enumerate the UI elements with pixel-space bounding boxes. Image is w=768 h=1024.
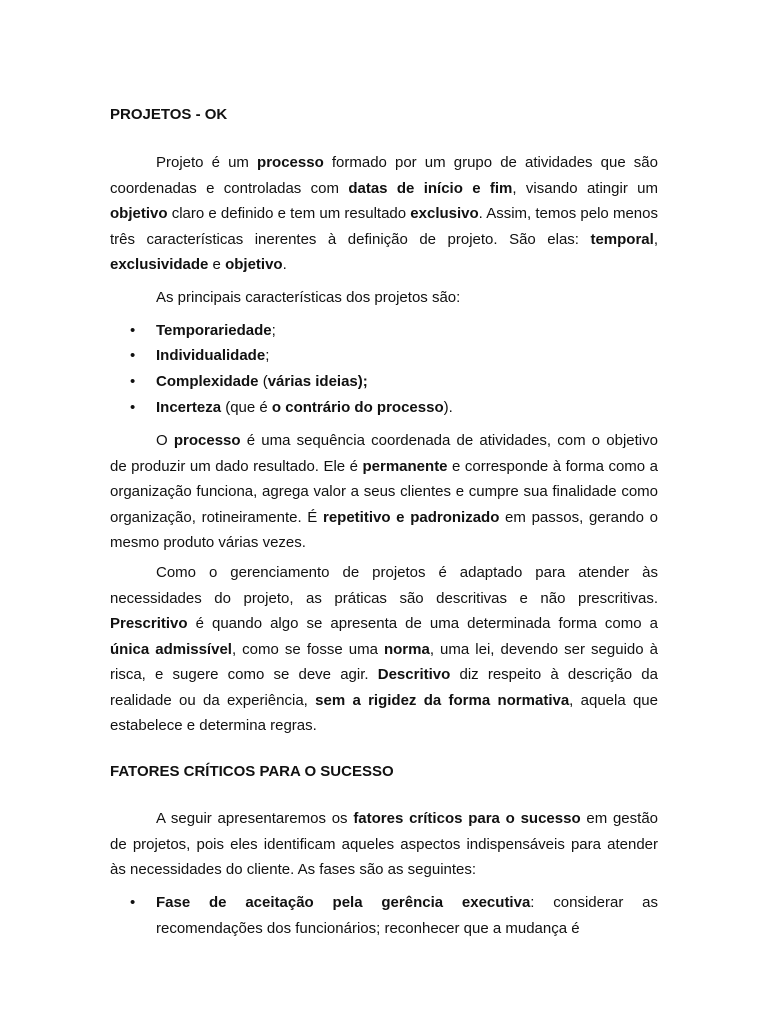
text-run: e corresponde à forma como a organização funciona, agrega valor a seus clientes e cumpre sua finalidade como organização, rotineiramente. É xyxy=(110,457,658,526)
bullet-icon: • xyxy=(130,347,136,364)
bold-text: norma xyxy=(383,640,430,658)
text-run: ). xyxy=(443,399,453,416)
bold-text: processo xyxy=(173,432,241,449)
list-item-text xyxy=(156,395,453,420)
bold-text: sem a rigidez da forma normativa xyxy=(315,691,570,709)
text-run: formado por um grupo de atividades que são coordenadas e controladas com xyxy=(110,154,658,197)
text-run: em gestão de projetos, pois eles identificam aqueles aspectos indispensáveis para atender às necessidades do cliente. As fases são as seguintes: xyxy=(110,810,658,878)
text-run: é quando algo se apresenta de uma determinada forma como a xyxy=(187,615,658,632)
list-item-text xyxy=(156,318,276,343)
text-run: , aquela que estabelece e determina regras. xyxy=(110,691,658,734)
list-item-text xyxy=(156,890,658,941)
text-run: O xyxy=(156,432,174,449)
bold-text: Incerteza xyxy=(156,399,222,416)
list-item-text xyxy=(156,369,368,394)
bold-text: Temporariedade xyxy=(156,322,272,339)
list-item xyxy=(110,395,658,420)
text-run: claro e definido e tem um resultado xyxy=(167,205,411,222)
text-run: . xyxy=(282,256,287,273)
text-run: Como o gerenciamento de projetos é adaptado para atender às necessidades do projeto, as práticas são descritivas e não prescritivas. xyxy=(110,564,658,607)
list-item-text xyxy=(156,343,269,368)
text-run: (que é xyxy=(221,399,272,416)
text-run: : considerar as recomendações dos funcionários; reconhecer que a mudança é xyxy=(156,894,658,937)
bold-text: várias ideias); xyxy=(267,373,368,390)
section-heading-projetos: PROJETOS - OK xyxy=(110,106,228,123)
text-run: , xyxy=(653,230,658,248)
bold-text: temporal xyxy=(590,230,654,248)
text-run: . Assim, temos pelo menos três características inerentes à definição de projeto. São elas: xyxy=(110,205,658,248)
paragraph-prescritivo-descritivo xyxy=(110,560,658,739)
text-run: , uma lei, devendo ser seguido à risca, e sugere como se deve agir. xyxy=(110,640,658,683)
bold-text: Descritivo xyxy=(377,666,451,683)
text-run: As principais características dos projetos são: xyxy=(156,289,461,306)
bold-text: fatores críticos para o sucesso xyxy=(353,810,581,827)
bold-text: Individualidade xyxy=(156,347,266,364)
bullet-icon: • xyxy=(130,894,136,911)
list-item xyxy=(110,343,658,368)
section-heading-fatores-criticos: FATORES CRÍTICOS PARA O SUCESSO xyxy=(110,763,394,780)
bold-text: datas de início e fim xyxy=(348,179,513,197)
bold-text: Prescritivo xyxy=(110,615,188,632)
text-run: ; xyxy=(265,347,270,364)
text-run: A seguir apresentaremos os xyxy=(156,810,354,827)
list-item xyxy=(110,318,658,343)
bullet-icon: • xyxy=(130,322,136,339)
text-run: ; xyxy=(271,322,276,339)
bold-text: objetivo xyxy=(110,205,168,222)
bold-text: repetitivo e padronizado xyxy=(322,508,500,526)
bold-text: Fase de aceitação pela gerência executiva xyxy=(156,894,531,911)
text-run: é uma sequência coordenada de atividades, com o objetivo de produzir um dado resultado. Ele é xyxy=(110,432,658,475)
text-run: ( xyxy=(258,373,268,390)
bold-text: única admissível xyxy=(110,640,232,658)
paragraph-fatores-intro xyxy=(110,806,658,883)
bold-text: permanente xyxy=(362,457,448,475)
bold-text: Complexidade xyxy=(156,373,259,390)
bold-text: o contrário do processo xyxy=(271,399,444,416)
bullet-icon: • xyxy=(130,373,136,390)
bold-text: processo xyxy=(257,154,324,171)
list-item xyxy=(110,369,658,394)
bold-text: exclusivo xyxy=(410,205,479,222)
bold-text: exclusividade xyxy=(110,256,209,273)
text-run: em passos, gerando o mesmo produto várias vezes. xyxy=(110,508,659,551)
paragraph-processo xyxy=(110,428,658,556)
text-run: Projeto é um xyxy=(156,154,258,171)
bullet-icon: • xyxy=(130,399,136,416)
text-run: diz respeito à descrição da realidade ou da experiência, xyxy=(110,666,658,709)
text-run: , como se fosse uma xyxy=(231,640,384,658)
paragraph-definicao-projeto xyxy=(110,150,658,278)
bold-text: objetivo xyxy=(225,256,283,273)
paragraph-caracteristicas-intro xyxy=(110,285,658,311)
text-run: , visando atingir um xyxy=(512,179,658,197)
text-run: e xyxy=(208,256,226,273)
